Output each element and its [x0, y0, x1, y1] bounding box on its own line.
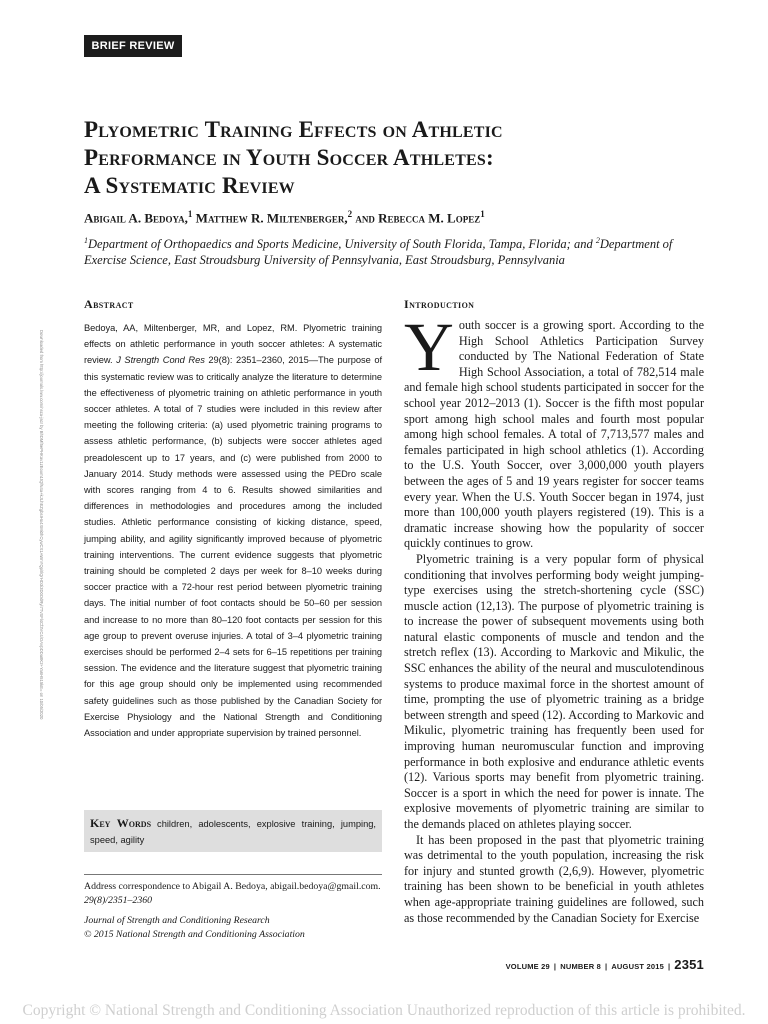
- footer-separator: |: [553, 962, 557, 971]
- author-name: Rebecca M. Lopez: [378, 210, 481, 226]
- page-footer: [506, 957, 704, 972]
- correspondence-address: Address correspondence to Abigail A. Bedoya, abigail.bedoya@gmail.com.: [84, 881, 381, 892]
- author-name: Matthew R. Miltenberger,: [195, 210, 348, 226]
- introduction-body: [404, 309, 704, 926]
- keywords-text: children, adolescents, explosive training, jumping, speed, agility: [90, 819, 376, 845]
- author-list: [84, 209, 704, 226]
- article-title: [84, 116, 684, 200]
- paragraph: [404, 309, 704, 552]
- affiliation-text: Department of Orthopaedics and Sports Medicine, University of South Florida, Tampa, Florida; and: [88, 237, 596, 252]
- abstract-heading: Abstract: [84, 297, 134, 311]
- keywords-heading: Key Words: [90, 816, 152, 830]
- issue-text: 29(8)/2351–2360: [84, 894, 153, 906]
- abstract-text: Bedoya, AA, Miltenberger, MR, and Lopez, RM. Plyometric training effects on athletic performance in youth soccer athletes: A systematic review.: [84, 323, 382, 366]
- authors-conjunction: and: [355, 210, 375, 226]
- paragraph: It has been proposed in the past that plyometric training was detrimental to the youth population, increasing the risk for injury and stunted growth (2,6,9). However, plyometric training has been shown to be beneficial in youth athletes when age-appropriate training guidelines are followed, such as those recommended by the Canadian Society for Exercise: [404, 832, 704, 925]
- affiliation-text: Department of Exercise Science, East Stroudsburg University of Pennsylvania, East Stroudsburg, Pennsylvania: [84, 237, 673, 268]
- affiliation-mark: 2: [595, 236, 600, 245]
- footer-separator: |: [605, 962, 608, 971]
- title-line: Performance in Youth Soccer Athletes:: [84, 145, 494, 170]
- drop-cap: Y: [404, 309, 454, 385]
- article-type-badge: BRIEF REVIEW: [84, 35, 182, 57]
- journal-copyright: [84, 928, 384, 942]
- author-name: Abigail A. Bedoya,: [84, 210, 188, 226]
- keywords-box: [84, 810, 382, 852]
- correspondence-footnote: [84, 880, 384, 941]
- download-notice-strip: [36, 330, 46, 950]
- page-number: 2351: [674, 957, 704, 972]
- abstract-text: 29(8): 2351–2360, 2015—The purpose of this systematic review was to critically analyze the literature to determine the effectiveness of plyometric training on athletic performance in youth soccer athletes. A total of 7 studies were included in this review after meeting the following criteria: (a) used plyometric training programs to assess athletic performance, (b) subjects were soccer athletes aged preadolescent up to 17 years, and (c) were published from 2000 to January 2014. Study methods were assessed using the PEDro scale with scores ranging from 4 to 6. Results showed similarities and differences in methodologies and procedures among the included studies. Athletic performance consisting of kicking distance, speed, jumping ability, and agility significantly improved because of plyometric training interventions. The current evidence suggests that plyometric training should be completed 2 days per week for 8–10 weeks during soccer practice with a 72-hour rest period between plyometric training days. The initial number of foot contacts should be 50–60 per session and increase to no more than 80–120 foot contacts per session for this age group to prevent overuse injuries. A total of 3–4 plyometric training exercises should be performed 2–4 sets for 6–15 repetitions per training session. The evidence and the literature suggest that plyometric training for this age group should only be implemented using recommended safety guidelines such as those published by the Canadian Society for Exercise Physiology and the National Strength and Conditioning Association and under appropriate supervision by trained personnel.: [84, 355, 382, 739]
- author-affiliations: [84, 233, 696, 268]
- author-affiliation-mark: 1: [187, 209, 193, 219]
- author-affiliation-mark: 2: [347, 209, 353, 219]
- copyright-watermark: Copyright © National Strength and Conditioning Association Unauthorized reproduction of this article is prohibited.: [22, 1002, 746, 1019]
- journal-copyright-text: © 2015 National Strength and Conditioning Association: [84, 928, 305, 940]
- abstract-journal-name: J Strength Cond Res: [116, 355, 205, 366]
- paragraph: Plyometric training is a very popular form of physical conditioning that involves performing body weight jumping-type exercises using the stretch-shortening cycle (SSC) muscle action (12,13). The purpose of plyometric training is to increase the power of subsequent movements using both natural elastic components of muscle and tendon and the stretch reflex (13). According to Markovic and Mikulic, the SSC enhances the ability of the neural and musculotendinous systems to produce maximal force in the shortest amount of time, prompting the use of plyometric training as a bridge between strength and speed (12). According to Markovic and Mikulic, plyometric training has frequently been used for improving human neuromuscular function and improving performance in both explosive and endurance athletic events (12). Various sports may benefit from plyometric training. Soccer is a sport in which the need for power is innate. The explosive movements of plyometric training are similar to the demands placed on athletes playing soccer.: [404, 551, 704, 831]
- introduction-heading: Introduction: [404, 297, 475, 311]
- author-affiliation-mark: 1: [480, 209, 485, 219]
- affiliation-mark: 1: [84, 236, 88, 245]
- footer-separator: |: [667, 962, 671, 971]
- footnote-divider: [84, 874, 382, 875]
- issue-date-label: AUGUST 2015: [611, 962, 664, 971]
- volume-label: VOLUME 29: [505, 962, 550, 971]
- download-notice-text: Downloaded from http://journals.lww.com/nsca-jscr by BhDMf5ePHKav1zEoum1tQfN4a+kJLhEZgbsIHo4XMi0hCywCX1AWnYQp/IlQrHD3i3D0OdRyi7TvSFl4Cf3VC4/OAVpDDa8K2+Ya6H515kE= on 10/05/2020: [39, 330, 44, 720]
- issue-number-label: NUMBER 8: [560, 962, 601, 971]
- abstract-body: [84, 320, 382, 741]
- journal-name-text: Journal of Strength and Conditioning Research: [84, 915, 270, 926]
- title-line: Plyometric Training Effects on Athletic: [84, 117, 503, 142]
- issue-reference: [84, 894, 384, 908]
- paragraph-text: outh soccer is a growing sport. According to the High School Athletics Participation Survey conducted by The National Federation of State High School Association, a total of 782,514 male and female high school students participated in soccer for the school year 2012–2013 (1). Soccer is the fifth most popular sport among high school males and fourth most popular among high school females. A total of 7,713,577 males and females participated in high school athletics (1). According to the U.S. Youth Soccer, over 3,000,000 youth players between the ages of 5 and 19 years register for soccer teams every year. When the U.S. Youth Soccer began in 1974, just more than 100,000 youth players registered (19). This is a dramatic increase showing how the popularity of soccer quickly continues to grow.: [404, 318, 704, 551]
- journal-name: [84, 914, 384, 928]
- title-line: A Systematic Review: [84, 173, 295, 198]
